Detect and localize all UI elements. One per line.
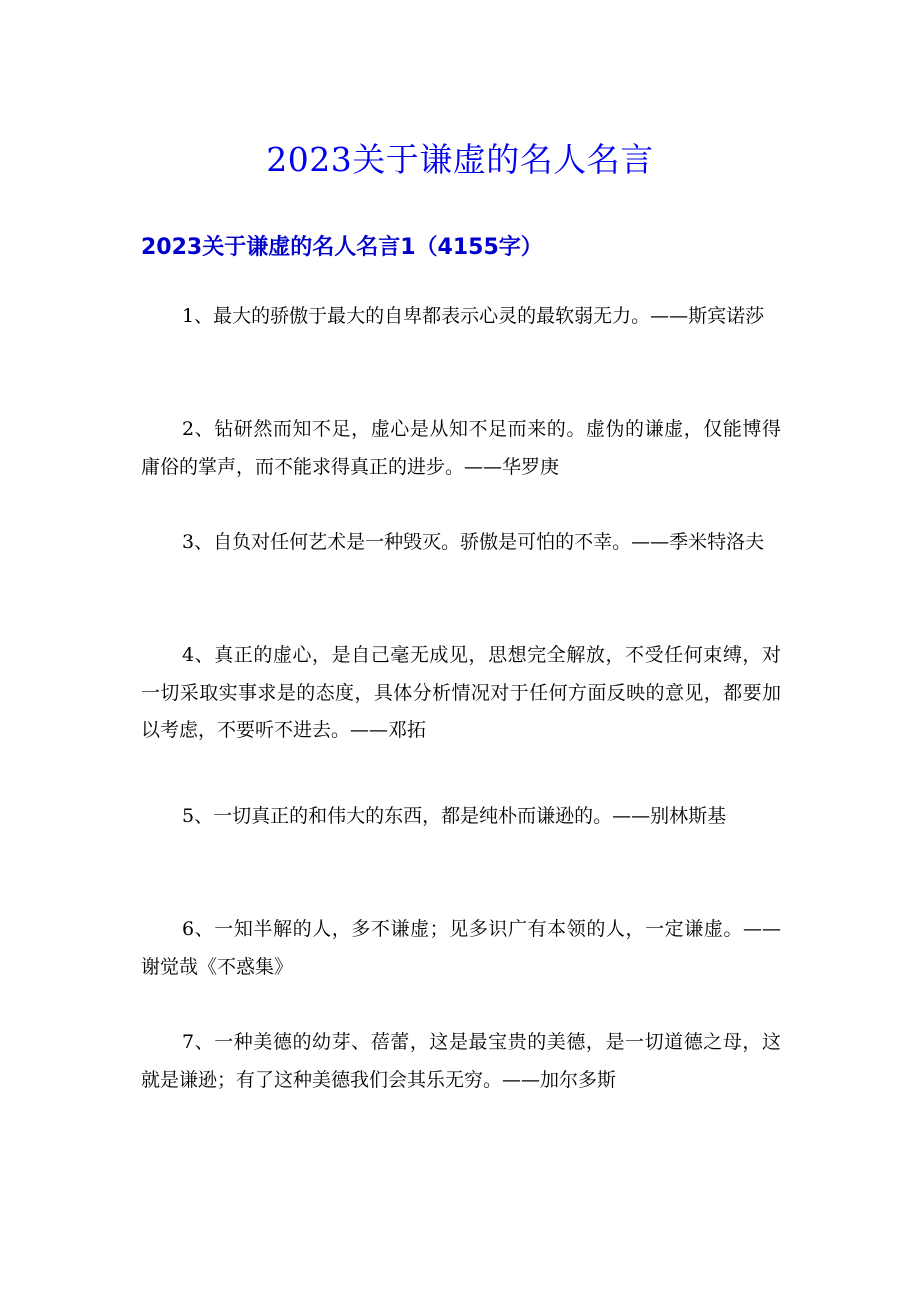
quote-paragraph-5: 5、一切真正的和伟大的东西，都是纯朴而谦逊的。——别林斯基 <box>182 805 727 827</box>
quote-paragraph-7: 7、一种美德的幼芽、蓓蕾，这是最宝贵的美德，是一切道德之母，这就是谦逊；有了这种美德我们会其乐无穷。——加尔多斯 <box>141 1031 781 1091</box>
document-title: 2023关于谦虚的名人名言 <box>266 140 654 179</box>
quote-paragraph-2: 2、钻研然而知不足，虚心是从知不足而来的。虚伪的谦虚，仅能博得庸俗的掌声，而不能求得真正的进步。——华罗庚 <box>141 418 781 478</box>
quote-paragraph-4: 4、真正的虚心，是自己毫无成见，思想完全解放，不受任何束缚，对一切采取实事求是的态度，具体分析情况对于任何方面反映的意见，都要加以考虑，不要听不进去。——邓拓 <box>141 644 781 741</box>
section-heading: 2023关于谦虚的名人名言1（4155字） <box>141 235 543 260</box>
quote-paragraph-6: 6、一知半解的人，多不谦虚；见多识广有本领的人，一定谦虚。——谢觉哉《不惑集》 <box>141 918 781 978</box>
quote-paragraph-1: 1、最大的骄傲于最大的自卑都表示心灵的最软弱无力。——斯宾诺莎 <box>182 305 765 327</box>
quote-paragraph-3: 3、自负对任何艺术是一种毁灭。骄傲是可怕的不幸。——季米特洛夫 <box>182 531 765 553</box>
